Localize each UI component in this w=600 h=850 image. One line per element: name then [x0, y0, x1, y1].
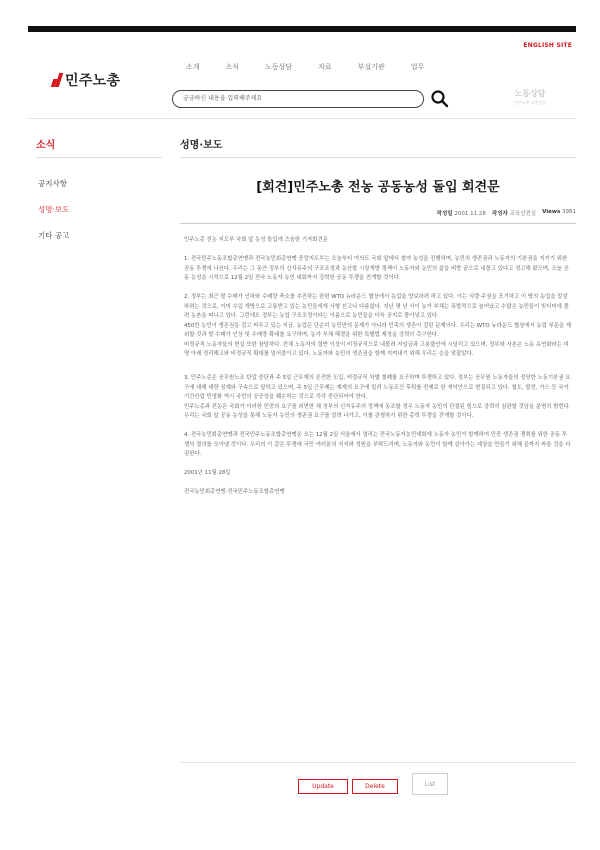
- paragraph-2c: 비정규직 노동자들의 현실 또한 참담하다. 전체 노동자의 절반 이상이 비정규직으로 내몰려 저임금과 고용불안에 시달리고 있으며, 정부와 자본은 노동 유연화라는 미명 아래 정리해고와 비정규직 확대를 밀어붙이고 있다. 노동자와 농민의 생존권을 함께 지켜내기 위해 우리는 손을 맞잡았다.: [184, 341, 569, 358]
- nav-item-archive[interactable]: 자료: [318, 63, 332, 71]
- search-icon[interactable]: [430, 89, 450, 109]
- delete-button[interactable]: Delete: [352, 779, 398, 794]
- section-divider: [180, 157, 576, 158]
- meta-divider: [180, 223, 576, 224]
- consult-subtitle: 민주노총 고충상담: [514, 100, 547, 105]
- paragraph-3b: 민주노총과 전농은 국회가 이러한 민중의 요구를 외면한 채 정부의 신자유주의 정책에 동조할 경우 노동자 농민의 단결된 힘으로 강력히 심판할 것임을 분명히 밝힌다. 우리는 국회 앞 공동 농성을 통해 노동자 농민의 생존권 요구를 알려 나가고, 이를 관철하기 위한 총력 투쟁을 전개할 것이다.: [184, 403, 571, 420]
- sidebar-title: 소식: [36, 140, 56, 151]
- logo[interactable]: [52, 70, 120, 90]
- post-views: 3981: [562, 209, 576, 215]
- nav-item-consult[interactable]: 노동상담: [265, 63, 293, 71]
- list-button[interactable]: List: [412, 773, 448, 795]
- post-title: [회견]민주노총 전농 공동농성 돌입 회견문: [256, 180, 500, 195]
- signature: 전국농민회총연맹·전국민주노동조합총연맹: [184, 489, 285, 496]
- views-label: Views: [542, 209, 561, 215]
- nav-item-affiliates[interactable]: 부설기관: [357, 63, 385, 71]
- post-author: 교육선전실: [509, 211, 537, 217]
- sidebar-item-other-notices[interactable]: 기타 공고: [38, 231, 70, 240]
- sidebar-item-statements[interactable]: 성명·보도: [38, 205, 70, 214]
- paragraph-1: 1. 전국민주노동조합총연맹과 전국농민회총연맹 중앙지도부는 오늘부터 여의도 국회 앞에서 철야 농성을 진행하며, 농민의 생존권과 노동자의 기본권을 지키기 위한 공동 투쟁에 나선다. 우리는 그 동안 정부의 신자유주의 구조조정과 농산물 시장개방 정책이 노동자와 농민의 삶을 벼랑 끝으로 내몰고 있다고 경고해 왔으며, 오늘 공동 농성을 시작으로 12월 2일 전국 노동자 농민 대회까지 강력한 공동 투쟁을 전개할 것이다.: [184, 256, 569, 282]
- author-label: 작성자: [491, 211, 508, 217]
- top-bar: [28, 26, 576, 32]
- paragraph-2b: 450만 농민이 생존권을 걸고 싸우고 있는 지금, 농업은 단순히 농민만의 문제가 아니라 민족의 생존이 걸린 문제이다. 우리는 WTO 뉴라운드 협상에서 농업 부문을 제외할 것과 쌀 수매가 인상 및 수매량 확대를 요구하며, 농가 부채 해결을 위한 특별법 제정을 강력히 촉구한다.: [184, 322, 572, 339]
- post-intro: 민주노총 전농 지도부 국회 앞 농성 돌입에 즈음한 기자회견문: [184, 237, 328, 243]
- update-button[interactable]: Update: [298, 779, 348, 794]
- post-meta: [437, 209, 576, 217]
- nav-item-work[interactable]: 업무: [410, 63, 425, 71]
- logo-text: 민주노총: [65, 73, 121, 89]
- nav-item-intro[interactable]: 소개: [186, 63, 200, 71]
- consult-title: 노동상담: [514, 89, 546, 98]
- footer-divider: [180, 762, 576, 763]
- post-body: [184, 236, 572, 498]
- sidebar-item-notice[interactable]: 공지사항: [38, 179, 67, 188]
- paragraph-2: 2. 정부는 최근 쌀 수매가 인하와 수매량 축소를 추진하는 한편 WTO 뉴라운드 협상에서 농업을 양보하려 하고 있다. 이는 식량 주권을 포기하고 이 땅의 농업을 말살하려는 것으로, 이미 수입 개방으로 고통받고 있는 농민들에게 사형 선고나 다름없다. 지난 몇 년 사이 농가 부채는 폭발적으로 늘어났고 수많은 농민들이 빚더미에 몰려 농촌을 떠나고 있다. 그런데도 정부는 농업 구조조정이라는 이름으로 농민들을 더욱 궁지로 몰아넣고 있다.: [184, 294, 569, 320]
- nav-item-news[interactable]: 소식: [225, 63, 240, 71]
- labor-consult-link[interactable]: [514, 88, 546, 106]
- header-divider: [28, 118, 576, 119]
- date-line: 2001년 11월 28일: [184, 470, 231, 477]
- english-site-link[interactable]: ENGLISH SITE: [523, 42, 572, 49]
- main-nav: [186, 62, 450, 72]
- sidebar-divider: [36, 157, 162, 158]
- post-date: 2001.11.28: [454, 211, 486, 217]
- paragraph-3: 3. 민주노총은 공무원노조 탄압 중단과 주 5일 근무제의 온전한 도입, 비정규직 차별 철폐를 요구하며 투쟁하고 있다. 정부는 공무원 노동자들의 정당한 노동기본권 요구에 대해 대량 징계와 구속으로 답하고 있으며, 주 5일 근무제는 재계의 요구에 밀려 노동조건 후퇴를 전제로 한 개악안으로 변질되고 있다. 철도, 발전, 가스 등 국가 기간산업 민영화 역시 국민의 공공성을 훼손하는 것으로 즉각 중단되어야 한다.: [184, 375, 571, 401]
- search-input[interactable]: 궁금하신 내용을 입력해주세요: [172, 90, 424, 108]
- section-title: 성명·보도: [180, 140, 223, 151]
- logo-mark-icon: [52, 73, 61, 87]
- paragraph-4: 4. 전국농민회총연맹과 전국민주노동조합총연맹은 오는 12월 2일 서울에서 열리는 전국노동자농민대회에 노동자 농민이 함께하여 민중 생존권 쟁취를 위한 공동 투쟁의 결의를 모아낼 것이다. 우리의 이 같은 투쟁에 국민 여러분의 지지와 성원을 부탁드리며, 노동자와 농민이 함께 살아가는 세상을 만들기 위해 끝까지 싸울 것을 다짐한다.: [184, 432, 571, 458]
- date-label: 작성일: [436, 211, 453, 217]
